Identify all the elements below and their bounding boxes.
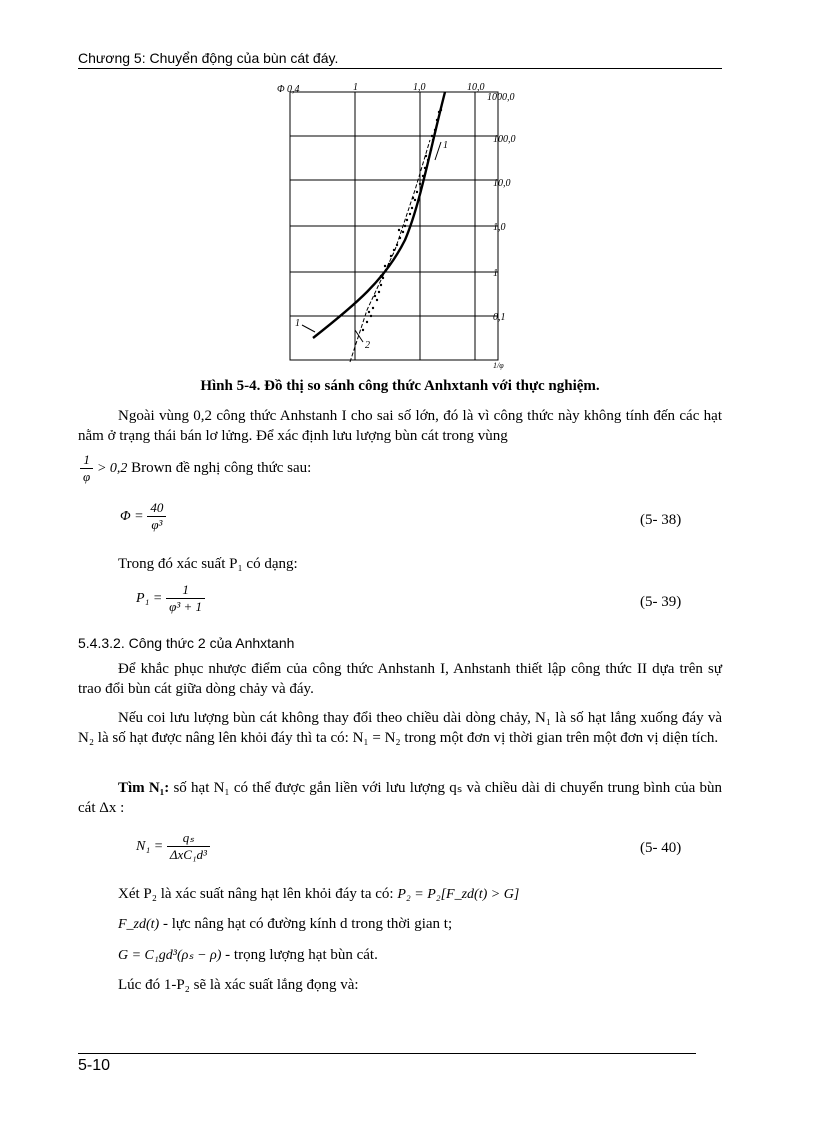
last-line: Lúc đó 1-P₂ sẽ là xác suất lắng đọng và: [118, 977, 359, 993]
section-heading: 5.4.3.2. Công thức 2 của Anhxtanh [78, 635, 295, 651]
top-label: 1 [353, 82, 358, 93]
curve-label-1: 1 [295, 318, 300, 329]
right-label: 1,0 [493, 222, 506, 233]
condition-fraction: $\frac{1}{\varphi}$ [80, 452, 93, 485]
footer-divider [78, 1053, 696, 1054]
equation-number-5-39: (5- 39) [640, 594, 682, 610]
chapter-header: Chương 5: Chuyển động của bùn cát đáy. [78, 50, 339, 66]
paragraph-1: Ngoài vùng 0,2 công thức Anhstanh I cho sai số lớn, đó là vì công thức này không tính đến các hạt nằm ở trạng thái bán lơ lửng. Để xác định lưu lượng bùn cát trong vùng [78, 408, 722, 444]
condition-inequality: > 0,2 [96, 460, 128, 476]
figure-caption: Hình 5-4. Đồ thị so sánh công thức Anhxtanh với thực nghiệm. [200, 378, 600, 394]
g-definition [118, 947, 378, 964]
equation-5-40: N₁ = $\frac{\text{qₛ}}{\text{ΔxC₁d³}}$ [136, 830, 210, 863]
equation-5-39: P₁ = $\frac{1}{\text{φ³ + 1}}$ [136, 582, 205, 615]
curve-label-2: 2 [365, 340, 370, 351]
theory-curve [313, 92, 445, 338]
g-symbol: G = C₁gd³(ρₛ − ρ) [118, 948, 222, 963]
top-label: 1,0 [413, 82, 426, 93]
p2-line [118, 886, 519, 903]
right-label: 0,1 [493, 312, 506, 323]
page-number: 5-10 [78, 1057, 111, 1074]
paragraph-4 [78, 778, 722, 818]
right-label: 100,0 [493, 134, 516, 145]
p2-text: Xét P₂ là xác suất nâng hạt lên khỏi đáy ta có: [118, 886, 394, 902]
empirical-line [350, 140, 430, 362]
figure-grid [290, 92, 498, 360]
header-divider [78, 68, 722, 69]
equation-number-5-38: (5- 38) [640, 512, 682, 528]
top-label: 0,4 [287, 84, 300, 95]
paragraph-4-text: số hạt N₁ có thể được gắn liền với lưu lượng qₛ và chiều dài di chuyển trung bình của bùn cát Δx : [78, 780, 722, 816]
data-points [362, 109, 442, 331]
p2-equation: P₂ = P₂[F_zd(t) > G] [397, 887, 520, 902]
equation-5-38: Φ = $\frac{40}{\text{φ³}}$ [120, 500, 166, 533]
paragraph-2: Để khắc phục nhược điểm của công thức Anhstanh I, Anhstanh thiết lập công thức II dựa trên sự trao đổi bùn cát giữa dòng chảy và đáy. [78, 661, 722, 697]
fzd-definition [118, 916, 452, 933]
p1-intro: Trong đó xác suất P₁ có dạng: [118, 556, 298, 572]
find-n1-label: Tìm N₁: [118, 780, 170, 796]
anhxtanh-figure [255, 80, 530, 370]
right-label: 1000,0 [487, 92, 515, 103]
curve-2-leader [355, 330, 363, 342]
g-text: - trọng lượng hạt bùn cát. [225, 947, 378, 963]
brown-condition [80, 452, 311, 485]
paragraph-3: Nếu coi lưu lượng bùn cát không thay đổi theo chiều dài dòng chảy, N₁ là số hạt lắng xuống đáy và N₂ là số hạt được nâng lên khỏi đáy thì ta có: N₁ = N₂ trong một đơn vị thời gian trên một đơn vị diện tích. [78, 710, 722, 746]
curve-1-leader [302, 325, 315, 332]
axis-corner-inv-phi: 1/φ [493, 361, 504, 370]
fzd-text: - lực nâng hạt có đường kính d trong thời gian t; [162, 916, 453, 932]
condition-text: Brown đề nghị công thức sau: [131, 459, 312, 476]
axis-corner-phi: Φ [277, 84, 285, 95]
curve-label-1b: 1 [443, 140, 448, 151]
right-label: 10,0 [493, 178, 511, 189]
equation-number-5-40: (5- 40) [640, 840, 682, 856]
fzd-symbol: F_zd(t) [118, 917, 160, 932]
top-label: 10,0 [467, 82, 485, 93]
curve-1b-leader [435, 142, 441, 160]
right-label: 1 [493, 268, 498, 279]
